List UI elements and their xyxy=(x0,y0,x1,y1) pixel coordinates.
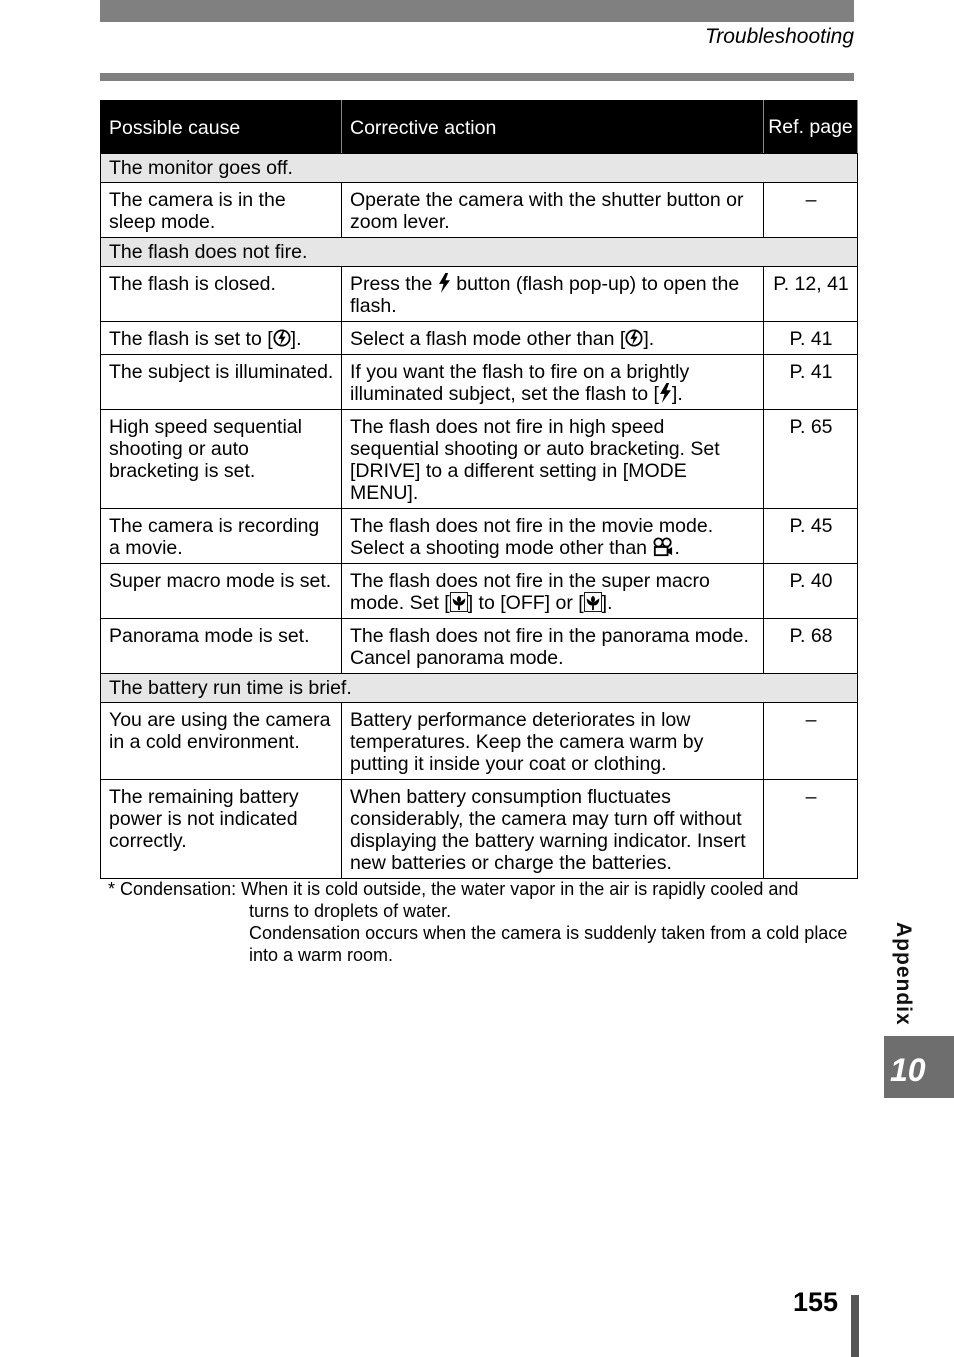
action-text: The flash does not fire in the movie mode. Select a shooting mode other than xyxy=(350,515,714,559)
cause-cell: You are using the camera in a cold environment. xyxy=(101,703,342,780)
footnote-line: turns to droplets of water. xyxy=(249,901,452,921)
header-rule xyxy=(100,73,854,81)
section-flash-does-not-fire xyxy=(101,238,858,267)
section-title: The monitor goes off. xyxy=(101,154,858,183)
action-cell: Operate the camera with the shutter button or zoom lever. xyxy=(342,183,764,238)
cause-cell: The flash is closed. xyxy=(101,267,342,322)
footnote-line: Condensation occurs when the camera is suddenly taken from a cold place into a warm room. xyxy=(249,923,848,965)
action-cell xyxy=(342,509,764,564)
ref-cell: P. 41 xyxy=(764,322,858,355)
ref-cell: – xyxy=(764,703,858,780)
header-title: Troubleshooting xyxy=(704,25,854,48)
flash-off-icon xyxy=(625,328,643,348)
cause-text: ]. xyxy=(290,328,302,350)
table-row xyxy=(101,564,858,619)
action-cell xyxy=(342,322,764,355)
section-title: The flash does not fire. xyxy=(101,238,858,267)
cause-cell: The subject is illuminated. xyxy=(101,355,342,410)
action-cell xyxy=(342,267,764,322)
table-row xyxy=(101,509,858,564)
ref-cell: P. 41 xyxy=(764,355,858,410)
table-row xyxy=(101,703,858,780)
cause-text: The flash is set to [ xyxy=(109,328,273,350)
ref-cell: P. 68 xyxy=(764,619,858,674)
section-monitor-goes-off xyxy=(101,154,858,183)
ref-cell: P. 40 xyxy=(764,564,858,619)
table-row xyxy=(101,267,858,322)
table-row xyxy=(101,619,858,674)
cause-cell: High speed sequential shooting or auto bracketing is set. xyxy=(101,410,342,509)
cause-cell: The camera is in the sleep mode. xyxy=(101,183,342,238)
footnote-line: * Condensation: When it is cold outside, the water vapor in the air is rapidly cooled and xyxy=(108,879,799,899)
side-tab-label: Appendix xyxy=(892,922,915,1026)
action-text: Select a flash mode other than [ xyxy=(350,328,626,350)
table-row xyxy=(101,780,858,879)
header-corrective-action: Corrective action xyxy=(342,101,764,154)
footnote-condensation xyxy=(108,878,853,966)
cause-cell: The remaining battery power is not indicated correctly. xyxy=(101,780,342,879)
ref-cell: – xyxy=(764,780,858,879)
action-cell xyxy=(342,355,764,410)
section-title: The battery run time is brief. xyxy=(101,674,858,703)
header-ref-page: Ref. page xyxy=(764,101,858,154)
cause-cell xyxy=(101,322,342,355)
flash-icon xyxy=(438,273,451,293)
header-top-bar xyxy=(100,0,854,22)
action-cell: The flash does not fire in high speed sequential shooting or auto bracketing. Set [DRIVE] to a different setting in [MODE MENU]. xyxy=(342,410,764,509)
ref-cell: P. 12, 41 xyxy=(764,267,858,322)
action-cell: When battery consumption fluctuates considerably, the camera may turn off without displaying the battery warning indicator. Insert new batteries or charge the batteries. xyxy=(342,780,764,879)
action-text: If you want the flash to fire on a brightly illuminated subject, set the flash to [ xyxy=(350,361,690,405)
cause-cell: The camera is recording a movie. xyxy=(101,509,342,564)
action-text: ] to [OFF] or [ xyxy=(467,592,584,614)
ref-cell: – xyxy=(764,183,858,238)
super-macro-icon xyxy=(584,592,602,612)
table-row xyxy=(101,183,858,238)
ref-cell: P. 45 xyxy=(764,509,858,564)
header-possible-cause: Possible cause xyxy=(101,101,342,154)
action-cell xyxy=(342,564,764,619)
table-row xyxy=(101,355,858,410)
action-text: ]. xyxy=(601,592,613,614)
page-number-bar xyxy=(851,1295,859,1357)
action-text: Press the xyxy=(350,273,433,295)
action-text: . xyxy=(674,537,680,559)
page-number: 155 xyxy=(793,1287,839,1317)
action-text: The flash does not fire in the super macro mode. Set [ xyxy=(350,570,710,614)
flash-icon xyxy=(659,383,672,403)
troubleshooting-table xyxy=(100,100,858,879)
chapter-number: 10 xyxy=(890,1052,926,1088)
flash-off-icon xyxy=(273,328,291,348)
table-row xyxy=(101,322,858,355)
action-text: button (flash pop-up) to open the flash. xyxy=(350,273,740,317)
super-macro-icon xyxy=(450,592,468,612)
cause-cell: Panorama mode is set. xyxy=(101,619,342,674)
section-battery-run-time xyxy=(101,674,858,703)
action-cell: The flash does not fire in the panorama mode. Cancel panorama mode. xyxy=(342,619,764,674)
table-header-row xyxy=(101,101,858,154)
action-text: ]. xyxy=(671,383,683,405)
cause-cell: Super macro mode is set. xyxy=(101,564,342,619)
action-cell: Battery performance deteriorates in low temperatures. Keep the camera warm by putting it inside your coat or clothing. xyxy=(342,703,764,780)
ref-cell: P. 65 xyxy=(764,410,858,509)
table-row xyxy=(101,410,858,509)
action-text: ]. xyxy=(643,328,655,350)
movie-icon xyxy=(652,537,674,557)
